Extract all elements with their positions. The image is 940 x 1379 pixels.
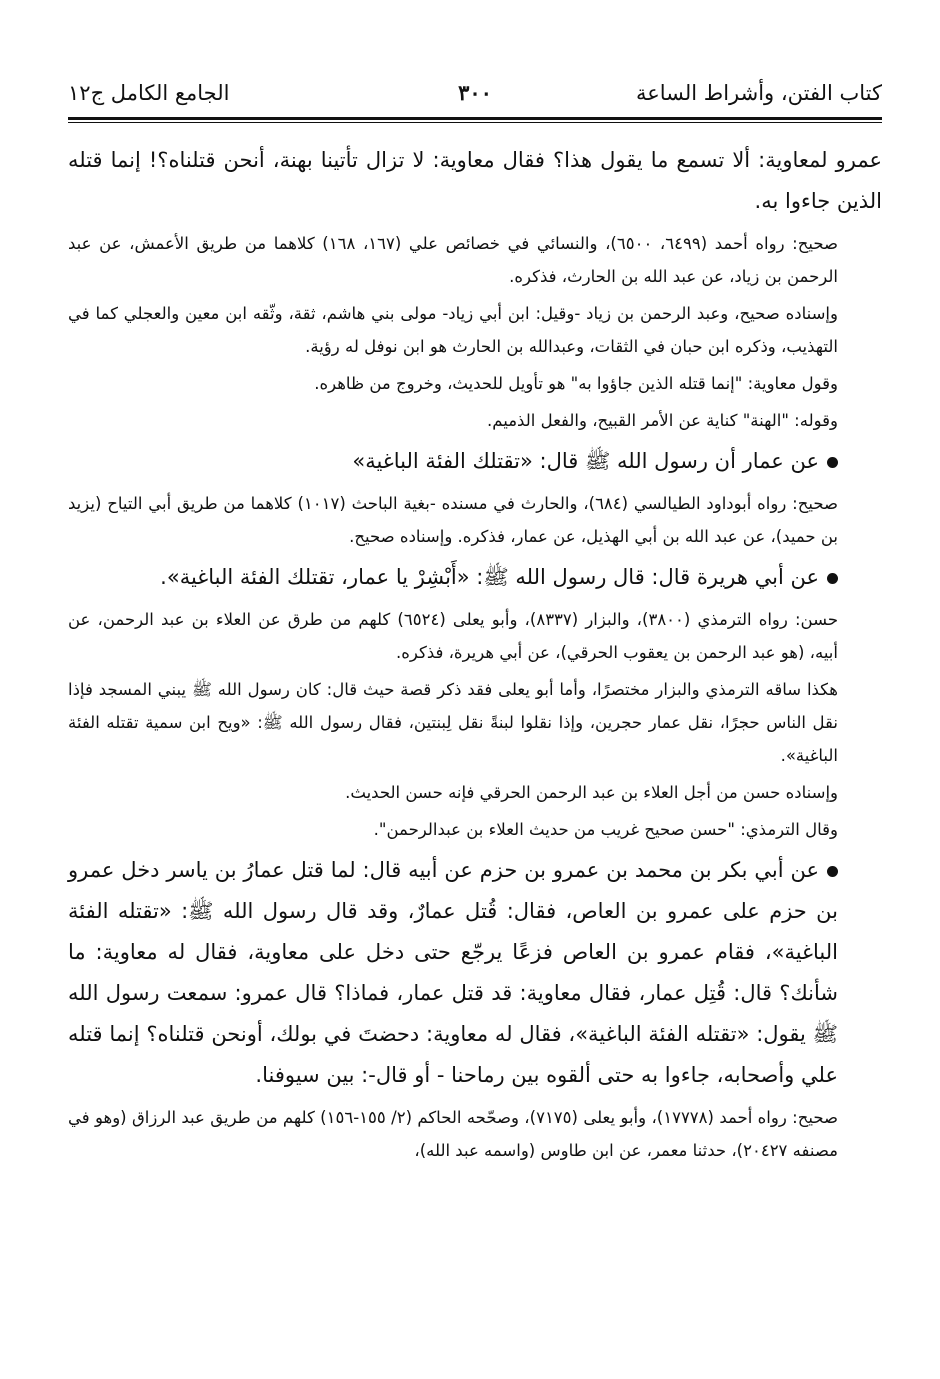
running-header: [68, 78, 882, 114]
paragraph-text: عن عمار أن رسول الله ﷺ قال: «تقتلك الفئة الباغية»: [352, 449, 819, 473]
commentary-paragraph: [68, 487, 882, 553]
text-paragraph: [68, 140, 882, 222]
paragraph-text: هكذا ساقه الترمذي والبزار مختصرًا، وأما أبو يعلى فقد ذكر قصة حيث قال: كان رسول الله ﷺ يبني المسجد فإذا نقل الناس حجرًا، نقل عمار حجرين، وإذا نقلوا لبنةً نقل لِبنتين، فقال رسول الله ﷺ: «ويح ابن سمية تقتله الفئة الباغية».: [68, 680, 838, 765]
bullet-icon: [827, 573, 838, 584]
header-volume-title: الجامع الكامل ج١٢: [68, 81, 230, 105]
paragraph-text: عن أبي بكر بن محمد بن عمرو بن حزم عن أبيه قال: لما قتل عمارُ بن ياسر دخل عمرو بن حزم على عمرو بن العاص، فقال: قُتل عمارٌ، وقد قال رسول الله ﷺ: «تقتله الفئة الباغية»، فقام عمرو بن العاص فزعًا يرجّع حتى دخل على معاوية، فقال له معاوية: ما شأنك؟ قال: قُتِل عمار، فقال معاوية: قد قتل عمار، فماذا؟ قال عمرو: سمعت رسول الله ﷺ يقول: «تقتله الفئة الباغية»، فقال له معاوية: دحضتَ في بولك، أونحن قتلناه؟ إنما قتله علي وأصحابه، جاءوا به حتى ألقوه بين رماحنا - أو قال-: بين سيوفنا.: [68, 858, 838, 1087]
commentary-paragraph: [68, 603, 882, 669]
header-rule: [68, 117, 882, 120]
bullet-icon: [827, 866, 838, 877]
paragraph-text: عن أبي هريرة قال: قال رسول الله ﷺ: «أَبْشِرْ يا عمار، تقتلك الفئة الباغية».: [160, 565, 819, 589]
commentary-paragraph: [68, 776, 882, 809]
paragraph-text: وقول معاوية: "إنما قتله الذين جاؤوا به" هو تأويل للحديث، وخروج من ظاهره.: [314, 374, 838, 393]
paragraph-text: صحيح: رواه أبوداود الطيالسي (٦٨٤)، والحارث في مسنده -بغية الباحث (١٠١٧) كلاهما من طريق أبي التياح (يزيد بن حميد)، عن عبد الله بن أبي الهذيل، عن عمار، فذكره. وإسناده صحيح.: [68, 494, 838, 546]
commentary-paragraph: [68, 367, 882, 400]
paragraph-text: صحيح: رواه أحمد (١٧٧٧٨)، وأبو يعلى (٧١٧٥)، وصحّحه الحاكم (٢/ ١٥٥-١٥٦) كلهم من طريق عبد الرزاق (وهو في مصنفه ٢٠٤٢٧)، حدثنا معمر، عن ابن طاوس (واسمه عبد الله)،: [68, 1108, 839, 1160]
paragraph-text: وإسناده صحيح، وعبد الرحمن بن زياد -وقيل: ابن أبي زياد- مولى بني هاشم، ثقة، وثّقه ابن معين والعجلي كما في التهذيب، وذكره ابن حبان في الثقات، وعبدالله بن الحارث هو ابن نوفل له رؤية.: [68, 304, 838, 356]
paragraph-text: حسن: رواه الترمذي (٣٨٠٠)، والبزار (٨٣٣٧)، وأبو يعلى (٦٥٢٤) كلهم من طرق عن العلاء بن عبد الرحمن، عن أبيه، (هو عبد الرحمن بن يعقوب الحرقي)، عن أبي هريرة، فذكره.: [68, 610, 839, 662]
hadith-paragraph: [68, 557, 882, 598]
bullet-icon: [827, 457, 838, 468]
paragraph-text: وقال الترمذي: "حسن صحيح غريب من حديث العلاء بن عبدالرحمن".: [373, 820, 838, 839]
page-body: [68, 140, 882, 1171]
commentary-paragraph: [68, 813, 882, 846]
commentary-paragraph: [68, 297, 882, 363]
commentary-paragraph: [68, 1101, 882, 1167]
hadith-paragraph: [68, 850, 882, 1096]
page-number: ٣٠٠: [458, 80, 492, 105]
paragraph-text: وقوله: "الهنة" كناية عن الأمر القبيح، والفعل الذميم.: [487, 411, 838, 430]
hadith-paragraph: [68, 441, 882, 482]
header-rule-thin: [68, 122, 882, 123]
commentary-paragraph: [68, 673, 882, 772]
paragraph-text: وإسناده حسن من أجل العلاء بن عبد الرحمن الحرقي فإنه حسن الحديث.: [345, 783, 838, 802]
commentary-paragraph: [68, 404, 882, 437]
header-book-title: كتاب الفتن، وأشراط الساعة: [635, 81, 882, 105]
paragraph-text: عمرو لمعاوية: ألا تسمع ما يقول هذا؟ فقال معاوية: لا تزال تأتينا بهنة، أنحن قتلناه؟! إنما قتله الذين جاءوا به.: [68, 148, 882, 213]
commentary-paragraph: [68, 227, 882, 293]
paragraph-text: صحيح: رواه أحمد (٦٤٩٩، ٦٥٠٠)، والنسائي في خصائص علي (١٦٧، ١٦٨) كلاهما من طريق الأعمش، عن عبد الرحمن بن زياد، عن عبد الله بن الحارث، فذكره.: [68, 234, 839, 286]
